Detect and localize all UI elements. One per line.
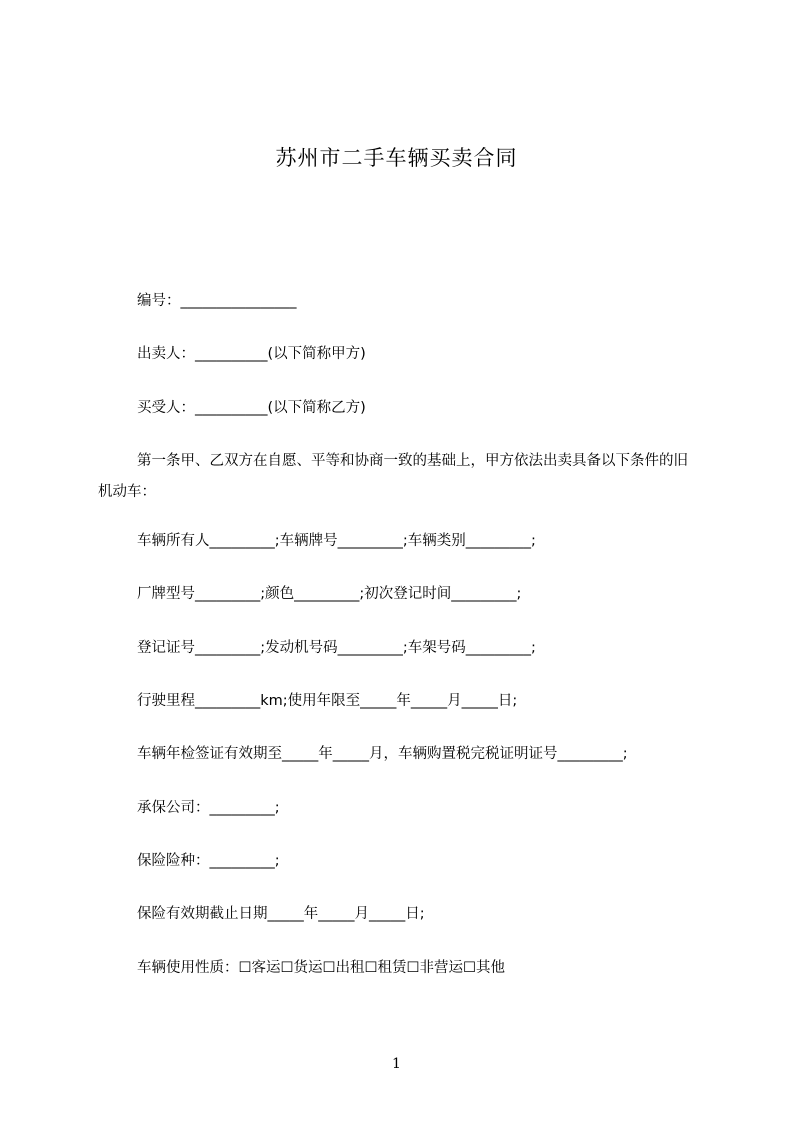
insurance-expiry-line: 保险有效期截止日期_____年_____月_____日; [137, 906, 425, 922]
document-title: 苏州市二手车辆买卖合同 [275, 146, 518, 170]
article-one-paragraph: 第一条甲、乙双方在自愿、平等和协商一致的基础上，甲方依法出卖具备以下条件的旧机动车： [98, 453, 688, 500]
inspection-line: 车辆年检签证有效期至_____年_____月，车辆购置税完税证明证号_________; [137, 746, 628, 762]
buyer-line: 买受人：__________(以下简称乙方) [137, 400, 366, 416]
vehicle-owner-line: 车辆所有人_________;车辆牌号_________;车辆类别_________; [137, 533, 536, 549]
brand-model-line: 厂牌型号_________;颜色_________;初次登记时间_________; [137, 586, 522, 602]
seller-line: 出卖人：__________(以下简称甲方) [137, 346, 366, 362]
insurer-line: 承保公司：_________; [137, 800, 280, 816]
insurance-type-line: 保险险种：_________; [137, 853, 280, 869]
contract-number-line: 编号：________________ [137, 293, 297, 309]
usage-nature-line: 车辆使用性质：☐客运☐货运☐出租☐租赁☐非营运☐其他 [137, 960, 505, 976]
mileage-line: 行驶里程_________km;使用年限至_____年_____月_____日; [137, 693, 518, 709]
registration-line: 登记证号_________;发动机号码_________;车架号码_________; [137, 640, 536, 656]
page-number: 1 [392, 1056, 401, 1072]
